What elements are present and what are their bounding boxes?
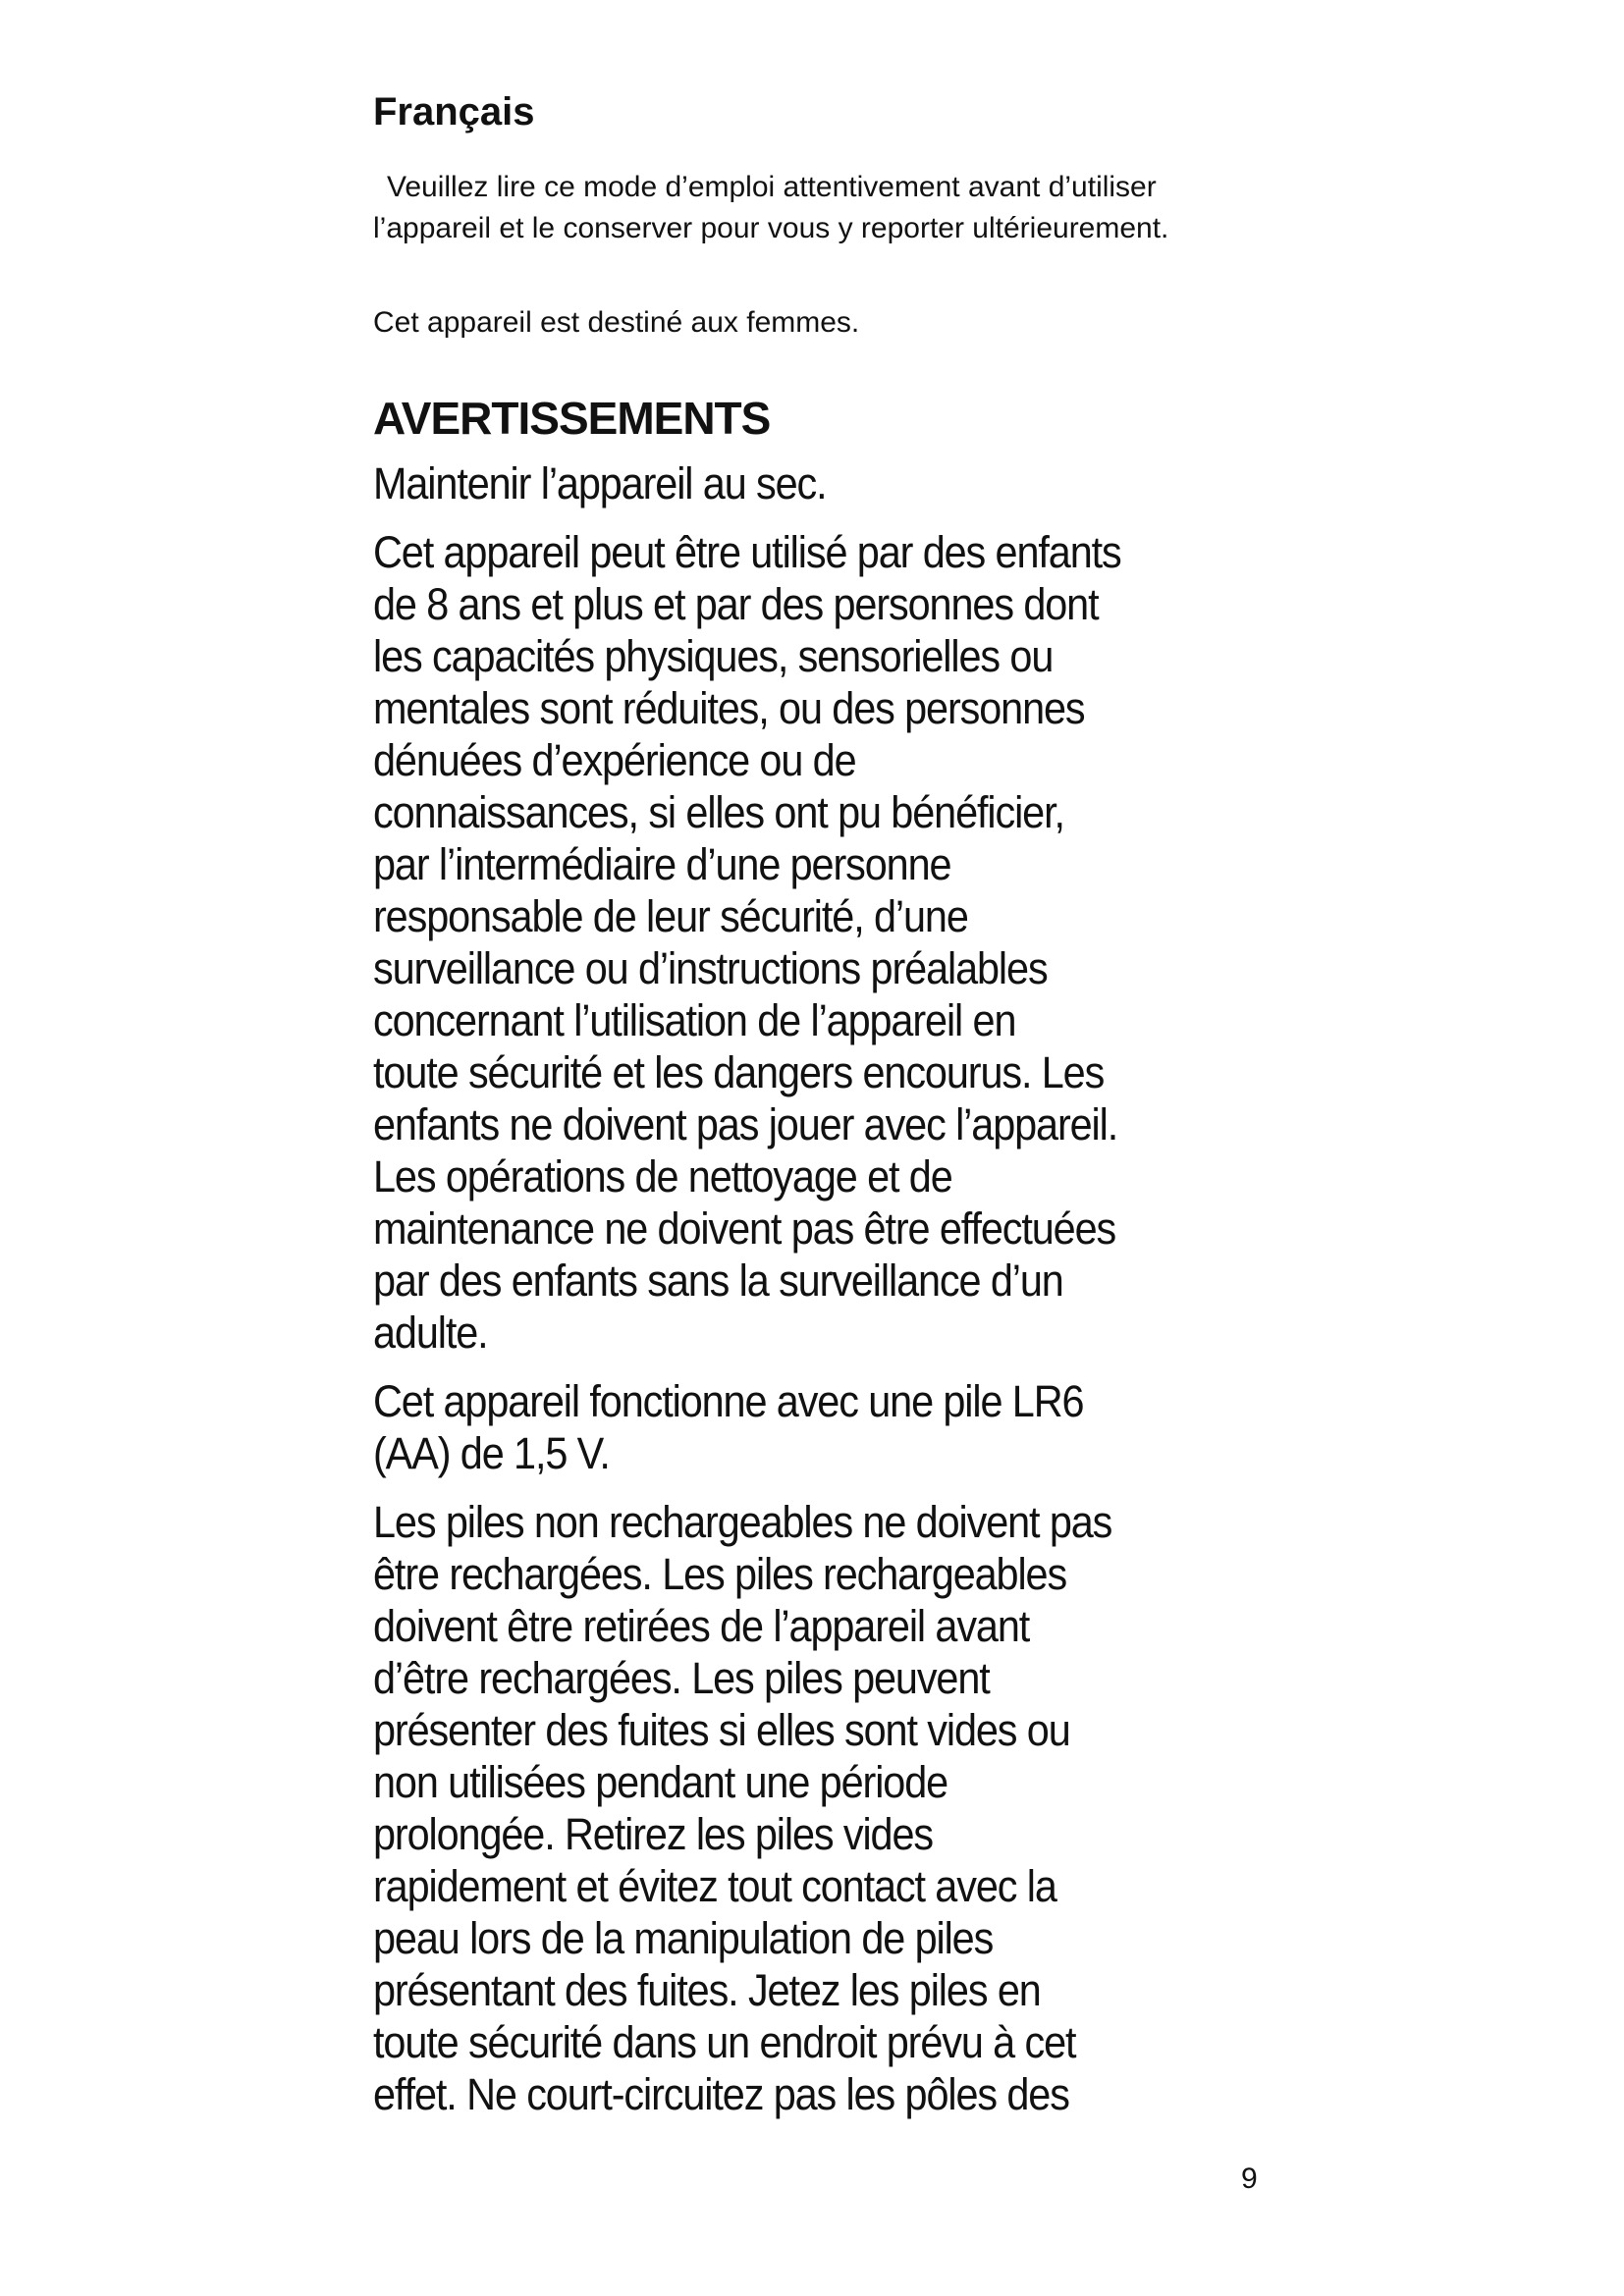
warning-line: prolongée. Retirez les piles vides <box>373 1809 933 1859</box>
warning-line: doivent être retirées de l’appareil avant <box>373 1601 1030 1651</box>
warning-line: (AA) de 1,5 V. <box>373 1428 610 1478</box>
warning-line: responsable de leur sécurité, d’une <box>373 891 968 941</box>
warning-line: concernant l’utilisation de l’appareil en <box>373 995 1016 1045</box>
warning-line: connaissances, si elles ont pu bénéficier, <box>373 787 1064 837</box>
warning-line: peau lors de la manipulation de piles <box>373 1913 994 1963</box>
warning-paragraph <box>373 457 1276 509</box>
warning-line: mentales sont réduites, ou des personnes <box>373 683 1085 733</box>
warning-line: maintenance ne doivent pas être effectuées <box>373 1203 1116 1254</box>
warning-paragraph <box>373 1496 1276 2120</box>
warning-line: toute sécurité et les dangers encourus. Les <box>373 1047 1105 1097</box>
warning-line: présentant des fuites. Jetez les piles en <box>373 1965 1041 2015</box>
warning-line: être rechargées. Les piles rechargeables <box>373 1549 1067 1599</box>
warning-line: enfants ne doivent pas jouer avec l’appareil. <box>373 1099 1118 1149</box>
page-number: 9 <box>1241 2163 1258 2195</box>
warning-line: toute sécurité dans un endroit prévu à cet <box>373 2017 1076 2067</box>
warning-line: de 8 ans et plus et par des personnes dont <box>373 579 1099 629</box>
warning-line: dénuées d’expérience ou de <box>373 735 856 785</box>
warning-line: Les piles non rechargeables ne doivent pas <box>373 1497 1112 1547</box>
warning-line: les capacités physiques, sensorielles ou <box>373 631 1054 681</box>
warning-line: Maintenir l’appareil au sec. <box>373 458 827 508</box>
warning-line: rapidement et évitez tout contact avec la <box>373 1861 1056 1911</box>
warning-line: Les opérations de nettoyage et de <box>373 1151 952 1201</box>
warning-paragraph <box>373 1375 1276 1479</box>
warning-line: adulte. <box>373 1308 488 1358</box>
warning-line: par l’intermédiaire d’une personne <box>373 839 951 889</box>
intro-paragraph: Veuillez lire ce mode d’emploi attentivement avant d’utiliser l’appareil et le conserver pour vous y reporter ultérieurement. <box>373 171 1169 244</box>
language-title: Français <box>373 90 535 133</box>
warning-line: non utilisées pendant une période <box>373 1757 948 1807</box>
warning-line: d’être rechargées. Les piles peuvent <box>373 1653 990 1703</box>
warning-line: présenter des fuites si elles sont vides ou <box>373 1705 1070 1755</box>
warnings-body <box>373 457 1276 2137</box>
warnings-heading: AVERTISSEMENTS <box>373 393 771 444</box>
warning-line: Cet appareil fonctionne avec une pile LR6 <box>373 1376 1084 1426</box>
warning-line: par des enfants sans la surveillance d’un <box>373 1255 1063 1306</box>
intro-audience: Cet appareil est destiné aux femmes. <box>373 306 860 339</box>
warning-paragraph <box>373 526 1276 1359</box>
warning-line: Cet appareil peut être utilisé par des enfants <box>373 527 1121 577</box>
warning-line: surveillance ou d’instructions préalables <box>373 943 1048 993</box>
warning-line: effet. Ne court-circuitez pas les pôles des <box>373 2069 1069 2119</box>
